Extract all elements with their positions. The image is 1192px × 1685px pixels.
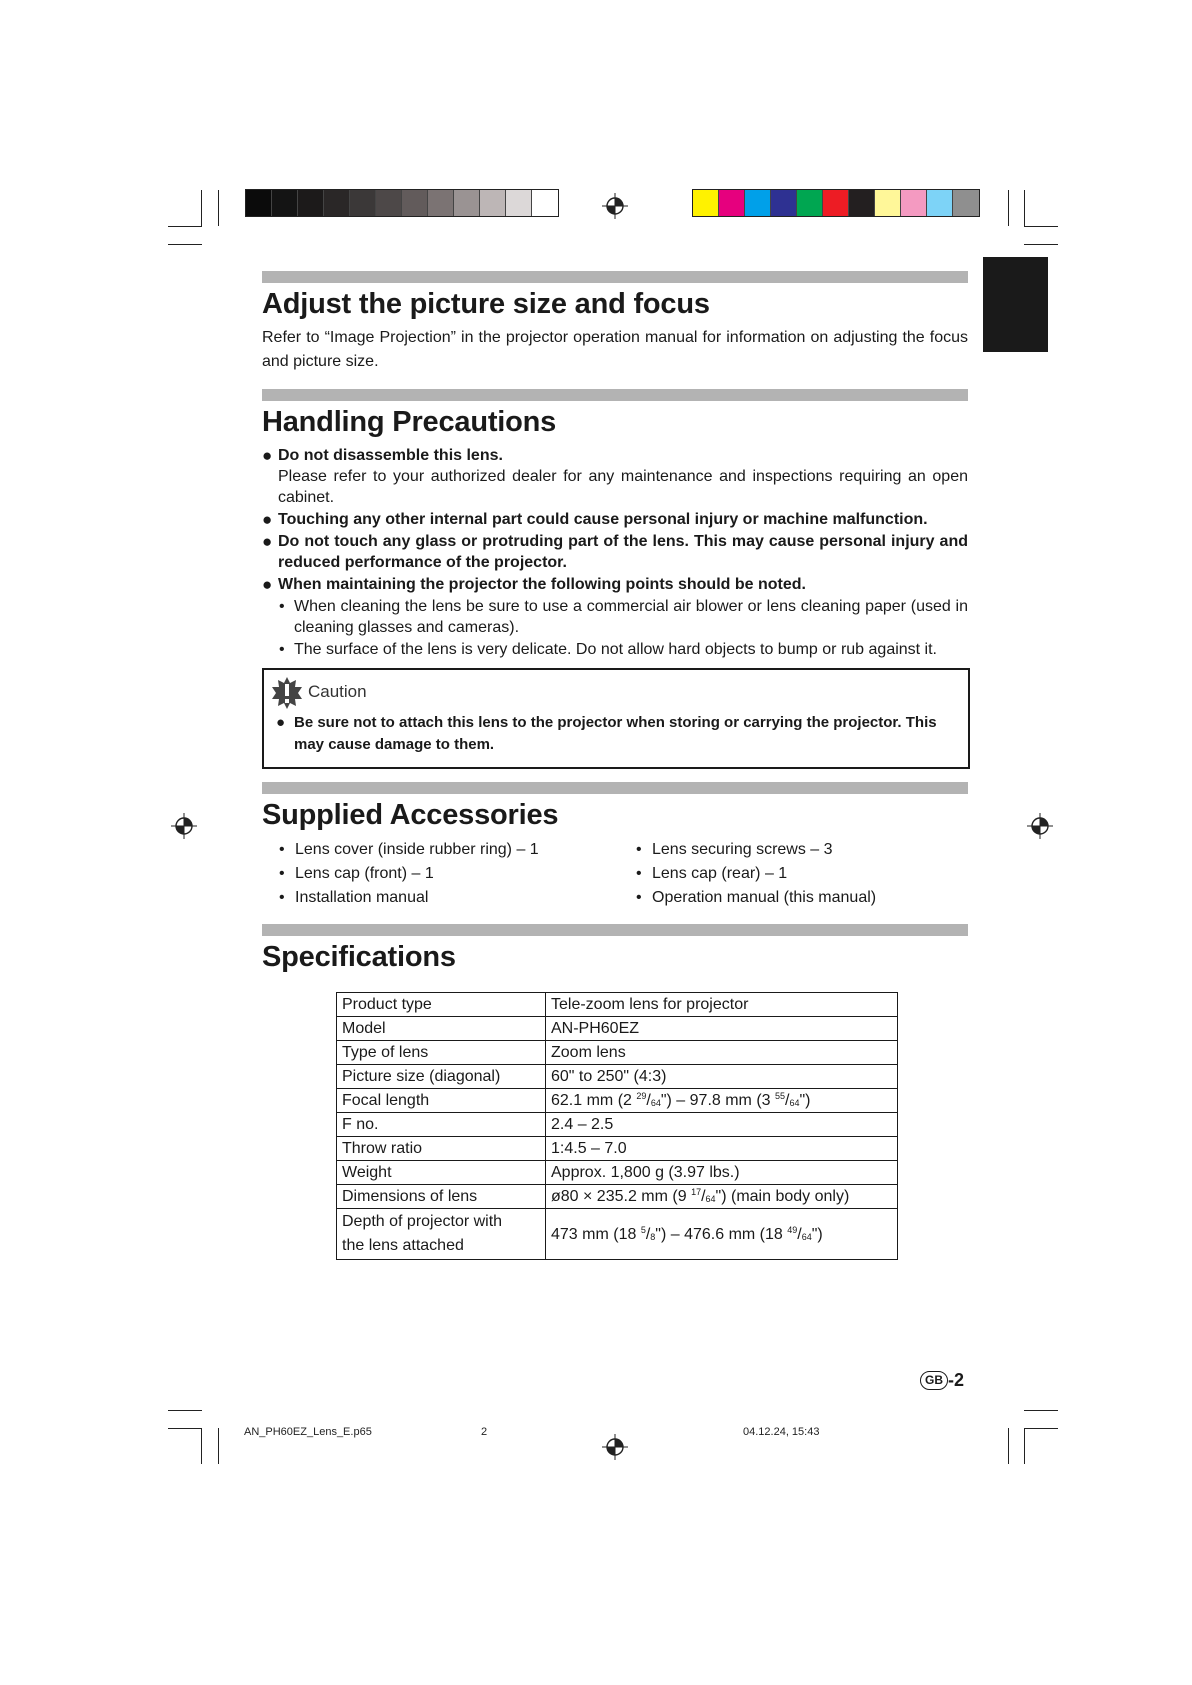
color-swatch (797, 190, 823, 216)
spec-value: 60" to 250" (4:3) (546, 1065, 898, 1089)
bullet-icon: ● (276, 714, 286, 731)
section-title-adjust: Adjust the picture size and focus (262, 288, 710, 320)
color-swatch (901, 190, 927, 216)
section-rule (262, 924, 968, 936)
color-swatch (506, 190, 532, 216)
adjust-body: Refer to “Image Projection” in the projector operation manual for information on adjusting the focus and picture size. (262, 329, 968, 370)
spec-key: Weight (337, 1161, 546, 1185)
spec-value: 1:4.5 – 7.0 (546, 1137, 898, 1161)
caution-icon (270, 676, 304, 710)
caution-text: Be sure not to attach this lens to the projector when storing or carrying the projector. This may cause damage to them. (294, 714, 937, 753)
grayscale-calibration-bar (245, 189, 559, 217)
color-swatch (532, 190, 558, 216)
spec-value: ø80 × 235.2 mm (9 $^{17}/_{64}$") (main body only) (546, 1185, 898, 1209)
spec-value: Tele-zoom lens for projector (546, 993, 898, 1017)
bullet-icon: ● (262, 446, 273, 465)
accessory-item: • Operation manual (this manual) (636, 889, 877, 906)
spec-value: 2.4 – 2.5 (546, 1113, 898, 1137)
precaution-item (262, 531, 968, 573)
spec-row (337, 1113, 898, 1137)
language-badge: GB (920, 1371, 948, 1390)
section-title-handling: Handling Precautions (262, 406, 557, 438)
page-number-text: -2 (948, 1370, 965, 1390)
spec-row (337, 1017, 898, 1041)
color-swatch (771, 190, 797, 216)
accessory-item: • Lens cap (front) – 1 (279, 865, 434, 882)
color-swatch (428, 190, 454, 216)
spec-value: 473 mm (18 $^5/_8") - 476.6$ mm (18 $^{49}/_{64}$") (546, 1209, 898, 1260)
spec-row (337, 1161, 898, 1185)
maintenance-subitem-text: When cleaning the lens be sure to use a commercial air blower or lens cleaning paper (used in cleaning glasses and cameras). (294, 598, 968, 636)
spec-row (337, 1137, 898, 1161)
bullet-icon: ● (262, 575, 273, 594)
spec-value: Zoom lens (546, 1041, 898, 1065)
precaution-item (262, 509, 968, 530)
color-swatch (849, 190, 875, 216)
spec-key: F no. (337, 1113, 546, 1137)
precaution-heading: When maintaining the projector the following points should be noted. (278, 576, 806, 593)
color-swatch (693, 190, 719, 216)
language-tab (983, 257, 1048, 352)
footer-page: 2 (481, 1426, 488, 1438)
color-swatch (298, 190, 324, 216)
color-swatch (480, 190, 506, 216)
spec-row (337, 1041, 898, 1065)
accessory-item: • Lens securing screws – 3 (636, 841, 833, 858)
spec-row (337, 1065, 898, 1089)
spec-row (337, 1209, 898, 1260)
spec-key: Picture size (diagonal) (337, 1065, 546, 1089)
footer-filename: AN_PH60EZ_Lens_E.p65 (244, 1426, 372, 1438)
color-swatch (953, 190, 979, 216)
section-title-specifications: Specifications (262, 941, 456, 973)
precaution-heading: Do not disassemble this lens. (278, 447, 503, 464)
spec-row (337, 993, 898, 1017)
color-swatch (745, 190, 771, 216)
registration-mark-top (602, 193, 628, 219)
spec-value: 62.1 mm (2 $^{29}/_{64}") - 97.8$ mm (3 $^{55}/_{64}$") (546, 1089, 898, 1113)
maintenance-subitem: • When cleaning the lens be sure to use a commercial air blower or lens cleaning paper (used in cleaning glasses and cameras). (279, 598, 968, 636)
accessory-item: • Lens cap (rear) – 1 (636, 865, 788, 882)
color-swatch (875, 190, 901, 216)
color-swatch (324, 190, 350, 216)
spec-value: AN-PH60EZ (546, 1017, 898, 1041)
section-rule (262, 271, 968, 283)
accessory-item: • Lens cover (inside rubber ring) – 1 (279, 841, 539, 858)
color-swatch (350, 190, 376, 216)
spec-key: Depth of projector with the lens attached (337, 1209, 546, 1260)
section-rule (262, 782, 968, 794)
maintenance-subitem-text: The surface of the lens is very delicate. Do not allow hard objects to bump or rub against it. (294, 641, 937, 658)
spec-key: Throw ratio (337, 1137, 546, 1161)
color-swatch (272, 190, 298, 216)
registration-mark-bottom (602, 1434, 628, 1460)
maintenance-subitem: • The surface of the lens is very delicate. Do not allow hard objects to bump or rub against it. (279, 639, 968, 660)
spec-row (337, 1185, 898, 1209)
color-swatch (927, 190, 953, 216)
color-swatch (246, 190, 272, 216)
section-rule (262, 389, 968, 401)
spec-row (337, 1089, 898, 1113)
registration-mark-right (1027, 813, 1053, 839)
precaution-text: Please refer to your authorized dealer for any maintenance and inspections requiring an open cabinet. (278, 468, 968, 506)
color-swatch (823, 190, 849, 216)
specifications-table (336, 992, 898, 1260)
spec-key: Model (337, 1017, 546, 1041)
spec-value: Approx. 1,800 g (3.97 lbs.) (546, 1161, 898, 1185)
caution-item (276, 712, 960, 756)
caution-box (262, 668, 970, 769)
precaution-heading: Touching any other internal part could cause personal injury or machine malfunction. (278, 511, 928, 528)
precaution-heading: Do not touch any glass or protruding part of the lens. This may cause personal injury and reduced performance of the projector. (278, 533, 968, 571)
page-number (920, 1370, 964, 1391)
registration-mark-left (171, 813, 197, 839)
spec-key: Focal length (337, 1089, 546, 1113)
precaution-item (262, 574, 968, 595)
color-swatch (719, 190, 745, 216)
precaution-item (262, 445, 968, 508)
spec-key: Dimensions of lens (337, 1185, 546, 1209)
spec-key: Type of lens (337, 1041, 546, 1065)
color-swatch (454, 190, 480, 216)
color-swatch (376, 190, 402, 216)
caution-label: Caution (308, 682, 367, 701)
section-title-accessories: Supplied Accessories (262, 799, 559, 831)
footer-date: 04.12.24, 15:43 (743, 1426, 820, 1438)
spec-key: Product type (337, 993, 546, 1017)
bullet-icon: ● (262, 510, 273, 529)
bullet-icon: ● (262, 532, 273, 551)
accessory-item: • Installation manual (279, 889, 429, 906)
color-swatch (402, 190, 428, 216)
color-calibration-bar (692, 189, 980, 217)
